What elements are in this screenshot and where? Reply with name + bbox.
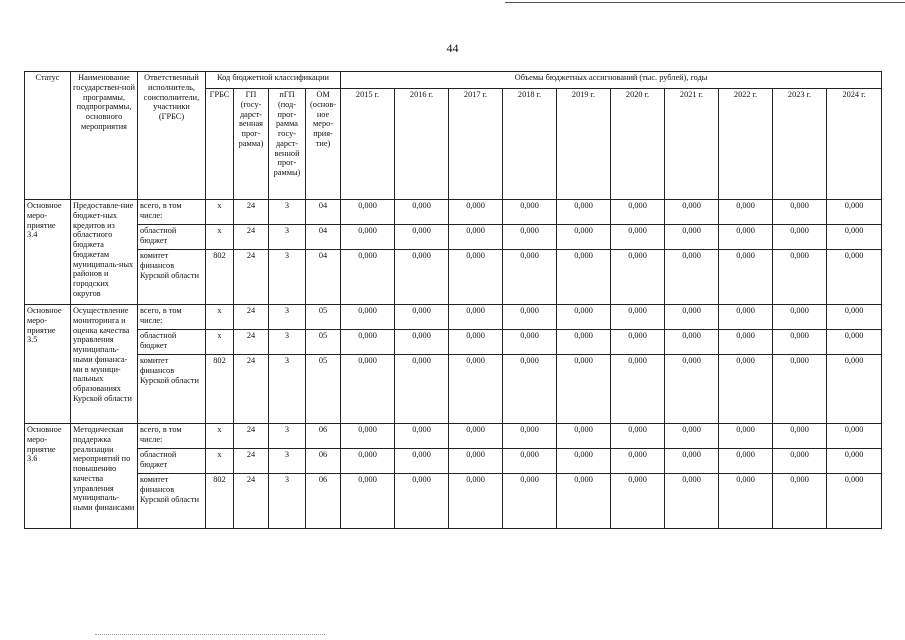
value-cell: 0,000	[611, 355, 665, 424]
value-cell: 0,000	[773, 330, 827, 355]
value-cell: 0,000	[827, 305, 882, 330]
gp-cell: 24	[234, 424, 269, 449]
header-year: 2022 г.	[719, 89, 773, 200]
executor-cell: всего, в том числе:	[138, 200, 206, 225]
header-year: 2020 г.	[611, 89, 665, 200]
value-cell: 0,000	[503, 225, 557, 250]
value-cell: 0,000	[449, 355, 503, 424]
om-cell: 04	[306, 200, 341, 225]
om-cell: 04	[306, 250, 341, 305]
gp-cell: 24	[234, 250, 269, 305]
value-cell: 0,000	[341, 474, 395, 529]
table-row	[25, 225, 882, 250]
value-cell: 0,000	[503, 305, 557, 330]
value-cell: 0,000	[665, 330, 719, 355]
value-cell: 0,000	[665, 474, 719, 529]
grbs-cell: 802	[206, 355, 234, 424]
value-cell: 0,000	[557, 250, 611, 305]
grbs-cell: 802	[206, 474, 234, 529]
value-cell: 0,000	[503, 250, 557, 305]
value-cell: 0,000	[719, 355, 773, 424]
value-cell: 0,000	[773, 200, 827, 225]
header-budget-code: Код бюджетной классификации	[206, 72, 341, 89]
header-status: Статус	[25, 72, 71, 200]
value-cell: 0,000	[557, 449, 611, 474]
executor-cell: всего, в том числе:	[138, 305, 206, 330]
status-cell: Основное меро-приятие 3.6	[25, 424, 71, 529]
value-cell: 0,000	[449, 449, 503, 474]
footer-rule	[95, 634, 325, 635]
value-cell: 0,000	[557, 330, 611, 355]
measure-name-cell: Осуществление мониторинга и оценка качества управления муниципаль-ными финанса-ми в муници-пальных образованиях Курской области	[71, 305, 138, 424]
value-cell: 0,000	[395, 355, 449, 424]
value-cell: 0,000	[719, 250, 773, 305]
header-year: 2023 г.	[773, 89, 827, 200]
executor-cell: областной бюджет	[138, 330, 206, 355]
grbs-cell: х	[206, 449, 234, 474]
table-row	[25, 200, 882, 225]
value-cell: 0,000	[773, 449, 827, 474]
value-cell: 0,000	[341, 305, 395, 330]
table-row	[25, 474, 882, 529]
pgp-cell: 3	[269, 330, 306, 355]
page-number: 44	[446, 41, 459, 55]
value-cell: 0,000	[611, 424, 665, 449]
status-cell: Основное меро-приятие 3.5	[25, 305, 71, 424]
value-cell: 0,000	[665, 225, 719, 250]
top-rule	[505, 2, 905, 3]
measure-name-cell: Методическая поддержка реализации мероприятий по повышению качества управления муниципаль-ными финансами	[71, 424, 138, 529]
value-cell: 0,000	[827, 330, 882, 355]
value-cell: 0,000	[611, 225, 665, 250]
value-cell: 0,000	[773, 250, 827, 305]
value-cell: 0,000	[341, 250, 395, 305]
value-cell: 0,000	[719, 330, 773, 355]
header-year: 2019 г.	[557, 89, 611, 200]
value-cell: 0,000	[341, 355, 395, 424]
pgp-cell: 3	[269, 305, 306, 330]
value-cell: 0,000	[449, 225, 503, 250]
value-cell: 0,000	[827, 355, 882, 424]
om-cell: 04	[306, 225, 341, 250]
value-cell: 0,000	[503, 474, 557, 529]
value-cell: 0,000	[611, 474, 665, 529]
value-cell: 0,000	[827, 474, 882, 529]
value-cell: 0,000	[449, 474, 503, 529]
om-cell: 05	[306, 330, 341, 355]
value-cell: 0,000	[449, 250, 503, 305]
value-cell: 0,000	[773, 305, 827, 330]
value-cell: 0,000	[395, 250, 449, 305]
value-cell: 0,000	[611, 449, 665, 474]
pgp-cell: 3	[269, 424, 306, 449]
value-cell: 0,000	[611, 200, 665, 225]
header-pgp: пГП (под-прог-рамма госу-дарст-венной прог-раммы)	[269, 89, 306, 200]
executor-cell: комитет финансов Курской области	[138, 250, 206, 305]
value-cell: 0,000	[395, 305, 449, 330]
pgp-cell: 3	[269, 355, 306, 424]
value-cell: 0,000	[665, 200, 719, 225]
value-cell: 0,000	[557, 424, 611, 449]
budget-table	[24, 71, 882, 529]
value-cell: 0,000	[395, 200, 449, 225]
pgp-cell: 3	[269, 474, 306, 529]
value-cell: 0,000	[665, 424, 719, 449]
value-cell: 0,000	[719, 225, 773, 250]
header-name: Наименование государствен-ной программы, подпрограммы, основного мероприятия	[71, 72, 138, 200]
gp-cell: 24	[234, 474, 269, 529]
value-cell: 0,000	[827, 449, 882, 474]
table-row	[25, 424, 882, 449]
value-cell: 0,000	[503, 330, 557, 355]
header-year: 2017 г.	[449, 89, 503, 200]
value-cell: 0,000	[665, 305, 719, 330]
value-cell: 0,000	[557, 474, 611, 529]
value-cell: 0,000	[341, 449, 395, 474]
executor-cell: областной бюджет	[138, 225, 206, 250]
value-cell: 0,000	[557, 355, 611, 424]
value-cell: 0,000	[773, 355, 827, 424]
header-year: 2024 г.	[827, 89, 882, 200]
header-volumes: Объемы бюджетных ассигнований (тыс. рублей), годы	[341, 72, 882, 89]
value-cell: 0,000	[611, 305, 665, 330]
table-body	[25, 200, 882, 529]
measure-name-cell: Предоставле-ние бюджет-ных кредитов из областного бюджета бюджетам муниципаль-ных районов и городских округов	[71, 200, 138, 305]
value-cell: 0,000	[503, 449, 557, 474]
value-cell: 0,000	[719, 449, 773, 474]
value-cell: 0,000	[449, 305, 503, 330]
gp-cell: 24	[234, 355, 269, 424]
value-cell: 0,000	[827, 200, 882, 225]
grbs-cell: х	[206, 225, 234, 250]
status-cell: Основное меро-приятие 3.4	[25, 200, 71, 305]
value-cell: 0,000	[557, 225, 611, 250]
value-cell: 0,000	[557, 305, 611, 330]
gp-cell: 24	[234, 305, 269, 330]
table-row	[25, 250, 882, 305]
header-executor: Ответственный исполнитель, соисполнители, участники (ГРБС)	[138, 72, 206, 200]
pgp-cell: 3	[269, 250, 306, 305]
header-year: 2015 г.	[341, 89, 395, 200]
table-row	[25, 305, 882, 330]
om-cell: 05	[306, 355, 341, 424]
value-cell: 0,000	[665, 250, 719, 305]
table-row	[25, 330, 882, 355]
executor-cell: комитет финансов Курской области	[138, 355, 206, 424]
om-cell: 06	[306, 474, 341, 529]
grbs-cell: 802	[206, 250, 234, 305]
table-row	[25, 449, 882, 474]
header-gp: ГП (госу-дарст-венная прог-рамма)	[234, 89, 269, 200]
om-cell: 05	[306, 305, 341, 330]
grbs-cell: х	[206, 305, 234, 330]
om-cell: 06	[306, 449, 341, 474]
gp-cell: 24	[234, 225, 269, 250]
om-cell: 06	[306, 424, 341, 449]
grbs-cell: х	[206, 424, 234, 449]
value-cell: 0,000	[503, 355, 557, 424]
value-cell: 0,000	[719, 424, 773, 449]
header-year: 2016 г.	[395, 89, 449, 200]
value-cell: 0,000	[341, 200, 395, 225]
value-cell: 0,000	[503, 200, 557, 225]
value-cell: 0,000	[827, 250, 882, 305]
value-cell: 0,000	[827, 424, 882, 449]
grbs-cell: х	[206, 200, 234, 225]
value-cell: 0,000	[395, 449, 449, 474]
value-cell: 0,000	[449, 424, 503, 449]
value-cell: 0,000	[719, 200, 773, 225]
header-om: ОМ (основ-ное меро-прия-тие)	[306, 89, 341, 200]
table-row	[25, 355, 882, 424]
value-cell: 0,000	[449, 330, 503, 355]
value-cell: 0,000	[395, 474, 449, 529]
value-cell: 0,000	[773, 474, 827, 529]
value-cell: 0,000	[665, 449, 719, 474]
gp-cell: 24	[234, 330, 269, 355]
value-cell: 0,000	[503, 424, 557, 449]
value-cell: 0,000	[395, 330, 449, 355]
executor-cell: областной бюджет	[138, 449, 206, 474]
value-cell: 0,000	[395, 424, 449, 449]
value-cell: 0,000	[611, 250, 665, 305]
value-cell: 0,000	[341, 424, 395, 449]
gp-cell: 24	[234, 449, 269, 474]
value-cell: 0,000	[449, 200, 503, 225]
value-cell: 0,000	[395, 225, 449, 250]
value-cell: 0,000	[665, 355, 719, 424]
grbs-cell: х	[206, 330, 234, 355]
pgp-cell: 3	[269, 200, 306, 225]
value-cell: 0,000	[773, 225, 827, 250]
value-cell: 0,000	[341, 225, 395, 250]
value-cell: 0,000	[557, 200, 611, 225]
value-cell: 0,000	[719, 305, 773, 330]
pgp-cell: 3	[269, 449, 306, 474]
header-year: 2021 г.	[665, 89, 719, 200]
value-cell: 0,000	[773, 424, 827, 449]
header-grbs: ГРБС	[206, 89, 234, 200]
value-cell: 0,000	[827, 225, 882, 250]
value-cell: 0,000	[611, 330, 665, 355]
gp-cell: 24	[234, 200, 269, 225]
executor-cell: всего, в том числе:	[138, 424, 206, 449]
executor-cell: комитет финансов Курской области	[138, 474, 206, 529]
value-cell: 0,000	[719, 474, 773, 529]
pgp-cell: 3	[269, 225, 306, 250]
header-year: 2018 г.	[503, 89, 557, 200]
value-cell: 0,000	[341, 330, 395, 355]
